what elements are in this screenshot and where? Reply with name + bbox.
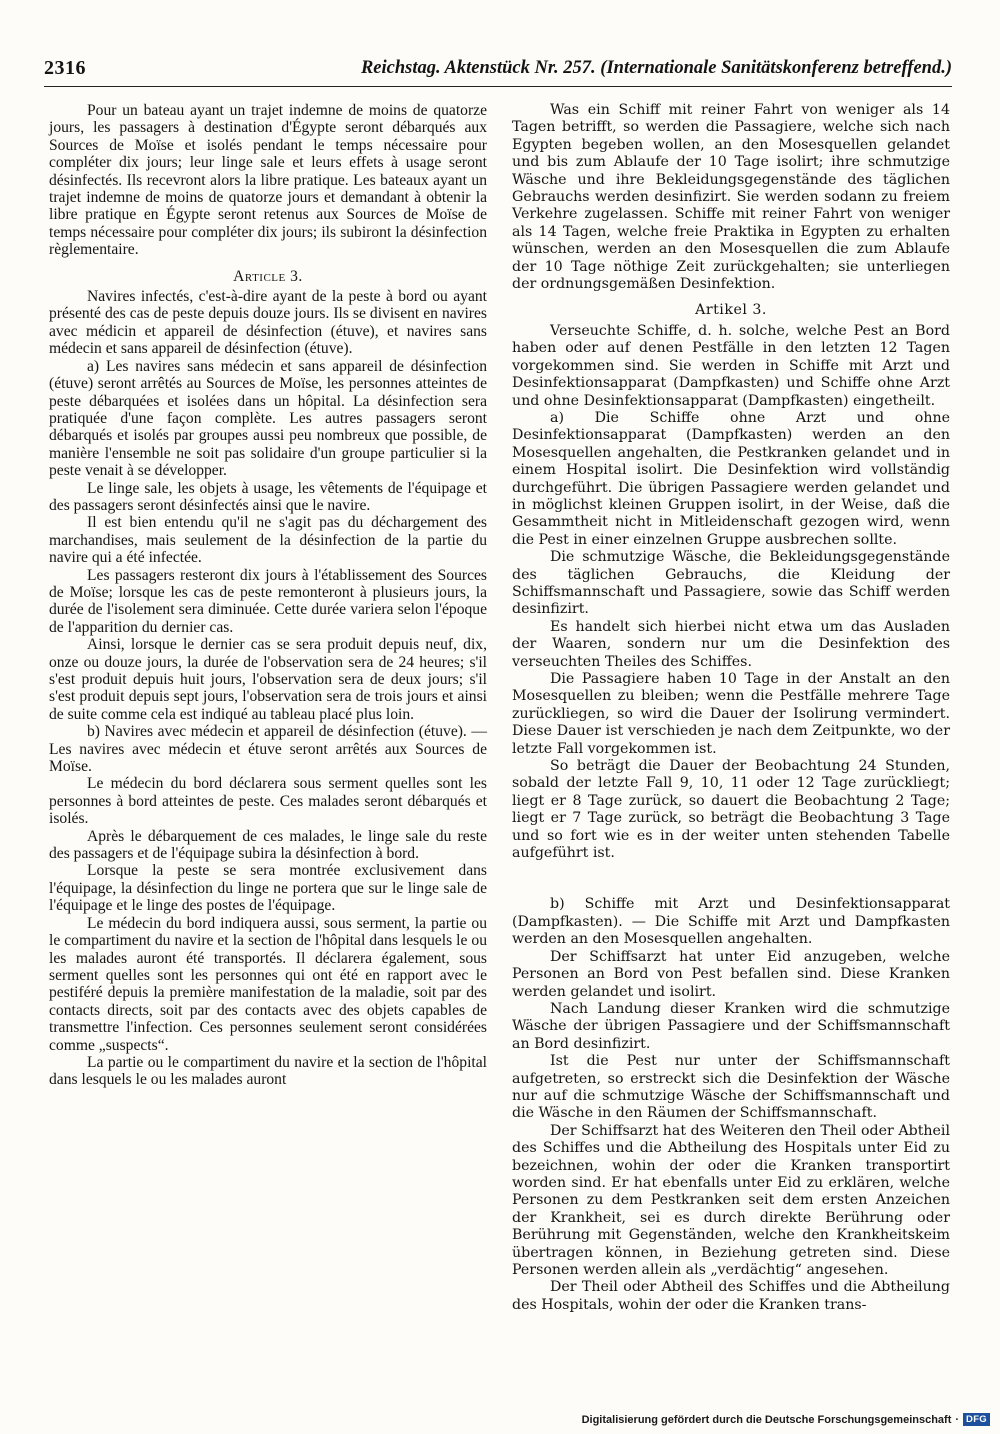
paragraph: Les passagers resteront dix jours à l'établissement des Sources de Moïse; lorsque les cas de peste remonteront à plusieurs jours, la durée de l'isolement sera diminuée. Cette durée variera selon l'époque de l'apparition du dernier cas.	[49, 566, 487, 636]
paragraph: Navires infectés, c'est-à-dire ayant de la peste à bord ou ayant présenté des cas de peste depuis douze jours. Ils se divisent en navires avec médicin et appareil de désinfection (étuve), et navires sans médecin et sans appareil de désinfection (étuve).	[49, 288, 487, 358]
paragraph: Le médecin du bord indiquera aussi, sous serment, la partie ou le compartiment du navire et la section de l'hôpital dans lesquels le ou les malades auront été transportés. Il déclarera également, sous serment quelles sont les personnes qui ont été en rapport avec le pestiféré depuis la première manifestation de la maladie, soit par des contacts directs, soit par des contacts avec des objets capables de transmettre l'infection. Ces personnes seulement seront considérées comme „suspects“.	[49, 914, 487, 1054]
paragraph: Die schmutzige Wäsche, die Bekleidungsgegenstände des täglichen Gebrauchs, die Kleidung der Schiffsmannschaft und Passagiere, sowie das Schiff werden desinfizirt.	[512, 549, 950, 618]
paragraph: Verseuchte Schiffe, d. h. solche, welche Pest an Bord haben oder auf denen Pestfälle in den letzten 12 Tagen vorgekommen sind. Sie werden in Schiffe mit Arzt und Desinfektionsapparat (Dampfkasten) und Schiffe ohne Arzt und ohne Desinfektionsapparat (Dampfkasten) eingetheilt.	[512, 322, 950, 409]
paragraph: b) Schiffe mit Arzt und Desinfektionsapparat (Dampfkasten). — Die Schiffe mit Arzt und Dampfkasten werden an den Mosesquellen angehalten.	[512, 896, 950, 948]
paragraph: So beträgt die Dauer der Beobachtung 24 Stunden, sobald der letzte Fall 9, 10, 11 oder 12 Tage zurückliegt; liegt er 8 Tage zurück, so dauert die Beobachtung 2 Tage; liegt er 7 Tage zurück, so beträgt die Beobachtung 3 Tage und so fort wie es in der weiter unten stehenden Tabelle aufgeführt ist.	[512, 758, 950, 862]
paragraph: Le linge sale, les objets à usage, les vêtements de l'équipage et des passagers seront désinfectés ainsi que le navire.	[49, 479, 487, 514]
paragraph: Was ein Schiff mit reiner Fahrt von weniger als 14 Tagen betrifft, so werden die Passagiere, welche sich nach Egypten begeben wollen, an den Mosesquellen gelandet und bis zum Ablaufe der 10 Tage isolirt; ihre schmutzige Wäsche und ihre Bekleidungsgegenstände des täglichen Gebrauchs werden desinfizirt. Sie werden sodann zu freiem Verkehre zugelassen. Schiffe mit reiner Fahrt von weniger als 14 Tagen, welche freie Praktika in Egypten zu erhalten wünschen, werden an den Mosesquellen die zum Ablaufe der 10 Tage nöthige Zeit zurückgehalten; sie unterliegen der ordnungsgemäßen Desinfektion.	[512, 102, 950, 293]
paragraph: Ist die Pest nur unter der Schiffsmannschaft aufgetreten, so erstreckt sich die Desinfektion der Wäsche nur auf die schmutzige Wäsche der Schiffsmannschaft und die Wäsche in den Räumen der Schiffsmannschaft.	[512, 1053, 950, 1122]
paragraph: Ainsi, lorsque le dernier cas se sera produit depuis neuf, dix, onze ou douze jours, la durée de l'observation sera de 24 heures; s'il s'est produit depuis huit jours, l'observation sera de deux jours; s'il s'est produit depuis sept jours, l'observation sera de trois jours et ainsi de suite comme cela est indiqué au tableau placé plus loin.	[49, 636, 487, 723]
article-heading: Article 3.	[233, 267, 303, 285]
paragraph: a) Die Schiffe ohne Arzt und ohne Desinfektionsapparat (Dampfkasten) werden an den Mosesquellen angehalten, die Pestkranken gelandet und in einem Hospital isolirt. Die Desinfektion wird vollständig durchgeführt. Die übrigen Passagiere werden gelandet und in möglichst kleinen Gruppen isolirt, in der Weise, daß die Gesammtheit nicht in Mitleidenschaft gezogen wird, wenn die Pest in einer einzelnen Gruppe ausbrechen sollte.	[512, 409, 950, 548]
paragraph: Der Theil oder Abtheil des Schiffes und die Abtheilung des Hospitals, wohin der oder die Kranken trans-	[512, 1279, 950, 1313]
paragraph: a) Les navires sans médecin et sans appareil de désinfection (étuve) seront arrêtés au Sources de Moïse, les personnes atteintes de peste débarquées et isolées dans un hôpital. La désinfection sera pratiquée d'une façon complète. Les autres passagers seront débarqués et isolés par groupes aussi peu nombreux que possible, de manière l'ensemble ne soit pas solidaire d'un groupe particulier si la peste venait à se développer.	[49, 357, 487, 480]
page-number: 2316	[44, 57, 86, 79]
paragraph: La partie ou le compartiment du navire et la section de l'hôpital dans lesquels le ou les malades auront	[49, 1053, 487, 1089]
paragraph: b) Navires avec médecin et appareil de désinfection (étuve). — Les navires avec médecin et étuve seront arrêtés aux Sources de Moïse.	[49, 723, 487, 776]
paragraph: Der Schiffsarzt hat unter Eid anzugeben, welche Personen an Bord von Pest befallen sind. Diese Kranken werden gelandet und isolirt.	[512, 948, 950, 1000]
digitization-credit	[582, 1413, 990, 1426]
german-column	[512, 102, 950, 1314]
paragraph: Es handelt sich hierbei nicht etwa um das Ausladen der Waaren, sondern nur um die Desinfektion des verseuchten Theiles des Schiffes.	[512, 618, 950, 670]
paragraph: Après le débarquement de ces malades, le linge sale du reste des passagers et de l'équipage subira la désinfection à bord.	[49, 827, 487, 863]
paragraph: Pour un bateau ayant un trajet indemne de moins de quatorze jours, les passagers à destination d'Égypte seront débarqués aux Sources de Moïse et isolés pendant le temps nécessaire pour compléter dix jours; leur linge sale et leurs effets à usage seront désinfectés. Ils recevront alors la libre pratique. Les bateaux ayant un trajet indemne de moins de quatorze jours et demandant à obtenir la libre pratique en Égypte seront retenus aux Sources de Moïse de temps nécessaire pour compléter dix jours; ils subiront la désinfection règlementaire.	[49, 102, 487, 259]
paragraph: Die Passagiere haben 10 Tage in der Anstalt an den Mosesquellen zu bleiben; wenn die Pestfälle mehrere Tage zurückliegen, so wird die Dauer der Isolirung vermindert. Diese Dauer ist verschieden je nach dem Zeitpunkte, wo der letzte Fall vorgekommen ist.	[512, 671, 950, 757]
paragraph: Der Schiffsarzt hat des Weiteren den Theil oder Abtheil des Schiffes und die Abtheilung des Hospitals unter Eid zu bezeichnen, wohin der oder die Kranken transportirt worden sind. Er hat ebenfalls unter Eid zu erklären, welche Personen zu dem Pestkranken seit dem ersten Anzeichen der Krankheit, sei es durch direkte Berührung oder Berührung mit Gegenständen, welche den Krankheitskeim übertragen können, in Beziehung getreten sind. Diese Personen werden allein als „verdächtig“ angesehen.	[512, 1122, 950, 1278]
dfg-logo: DFG	[963, 1413, 990, 1426]
paragraph: Il est bien entendu qu'il ne s'agit pas du déchargement des marchandises, mais seulement de la désinfection de la partie du navire qui a été infectée.	[49, 514, 487, 567]
page-header	[44, 56, 952, 87]
paragraph: Le médecin du bord déclarera sous serment quelles sont les personnes à bord atteintes de peste. Ces malades seront débarqués et isolés.	[49, 775, 487, 828]
credit-text: Digitalisierung gefördert durch die Deutsche Forschungsgemeinschaft	[581, 1413, 952, 1426]
french-column	[49, 102, 487, 1089]
paragraph: Nach Landung dieser Kranken wird die schmutzige Wäsche der übrigen Passagiere und der Schiffsmannschaft an Bord desinfizirt.	[512, 1000, 950, 1052]
column-spacer	[512, 862, 950, 896]
article-heading: Artikel 3.	[695, 302, 767, 319]
separator-dot: ·	[955, 1413, 960, 1426]
running-head: Reichstag. Aktenstück Nr. 257. (Internationale Sanitätskonferenz betreffend.)	[360, 58, 952, 78]
paragraph: Lorsque la peste se sera montrée exclusivement dans l'équipage, la désinfection du linge ne portera que sur le linge sale de l'équipage et le linge des postes de l'équipage.	[49, 862, 487, 915]
